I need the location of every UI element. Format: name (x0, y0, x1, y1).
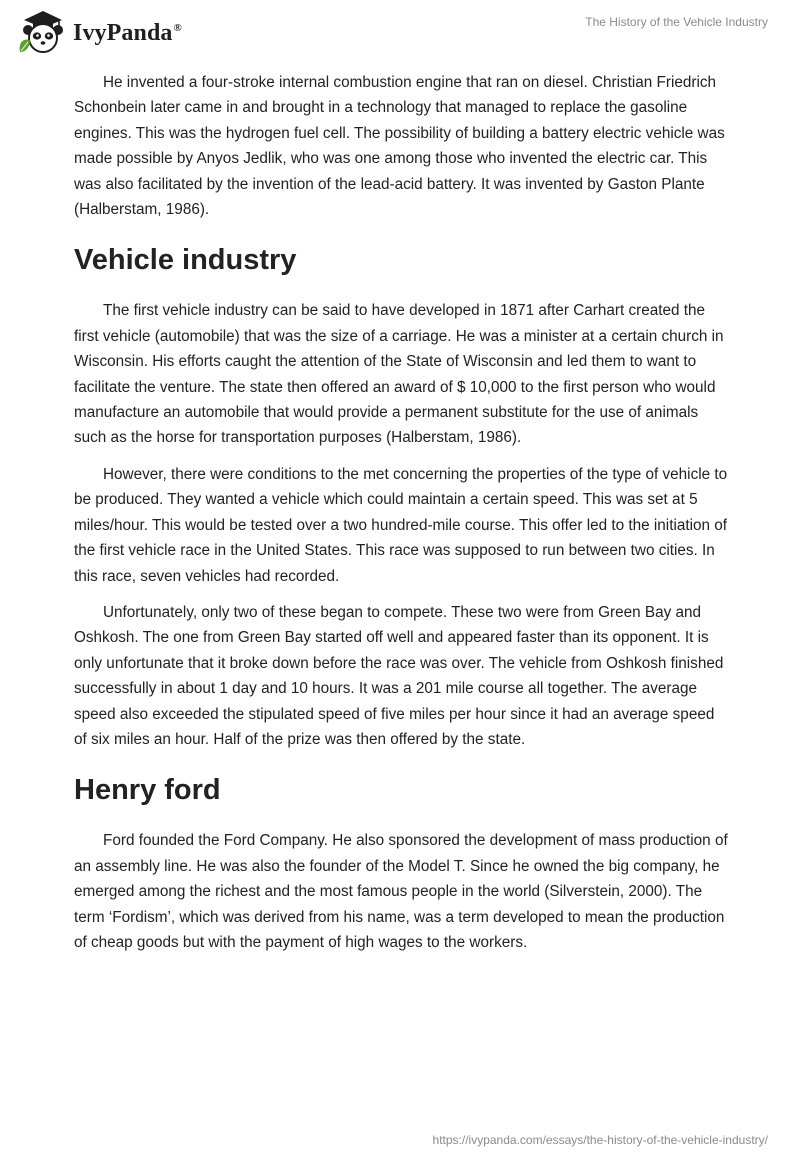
brand-name: IvyPanda® (73, 19, 182, 46)
section-heading-vehicle-industry: Vehicle industry (74, 244, 297, 277)
document-title: The History of the Vehicle Industry (585, 15, 768, 29)
essay-content (74, 70, 728, 966)
section-heading-henry-ford: Henry ford (74, 774, 221, 807)
page-header (0, 0, 800, 64)
source-url-link[interactable]: https://ivypanda.com/essays/the-history-of-the-vehicle-industry/ (432, 1133, 768, 1147)
ivypanda-logo[interactable] (16, 8, 182, 54)
paragraph: The first vehicle industry can be said to have developed in 1871 after Carhart created the first vehicle (automobile) that was the size of a carriage. He was a minister at a certain church in Wisconsin. His efforts caught the attention of the State of Wisconsin and led them to want to facilitate the venture. The state then offered an award of $ 10,000 to the first person who would manufacture an automobile that would provide a permanent substitute for the use of animals such as the horse for transportation purposes (Halberstam, 1986). (74, 302, 724, 447)
paragraph: Ford founded the Ford Company. He also sponsored the development of mass production of an assembly line. He was also the founder of the Model T. Since he owned the big company, he emerged among the richest and the most famous people in the world (Silverstein, 2000). The term ‘Fordism’, which was derived from his name, was a term developed to mean the production of cheap goods but with the payment of high wages to the workers. (74, 832, 728, 951)
paragraph: Unfortunately, only two of these began to compete. These two were from Green Bay and Oshkosh. The one from Green Bay started off well and appeared faster than its opponent. It is only unfortunate that it broke down before the race was over. The vehicle from Oshkosh finished successfully in about 1 day and 10 hours. It was a 201 mile course all together. The average speed also exceeded the stipulated speed of five miles per hour since it had an average speed of six miles an hour. Half of the prize was then offered by the state. (74, 603, 724, 748)
intro-paragraph: He invented a four-stroke internal combustion engine that ran on diesel. Christian Friedrich Schonbein later came in and brought in a technology that managed to replace the gasoline engines. This was the hydrogen fuel cell. The possibility of building a battery electric vehicle was made possible by Anyos Jedlik, who was one among those who invented the electric car. This was also facilitated by the invention of the lead-acid battery. It was invented by Gaston Plante (Halberstam, 1986). (74, 74, 725, 219)
panda-mascot-icon (16, 8, 68, 54)
registered-mark: ® (173, 21, 182, 34)
paragraph: However, there were conditions to the met concerning the properties of the type of vehicle to be produced. They wanted a vehicle which could maintain a certain speed. This was set at 5 miles/hour. This would be tested over a two hundred-mile course. This offer led to the initiation of the first vehicle race in the United States. This race was supposed to run between two cities. In this race, seven vehicles had recorded. (74, 465, 728, 585)
